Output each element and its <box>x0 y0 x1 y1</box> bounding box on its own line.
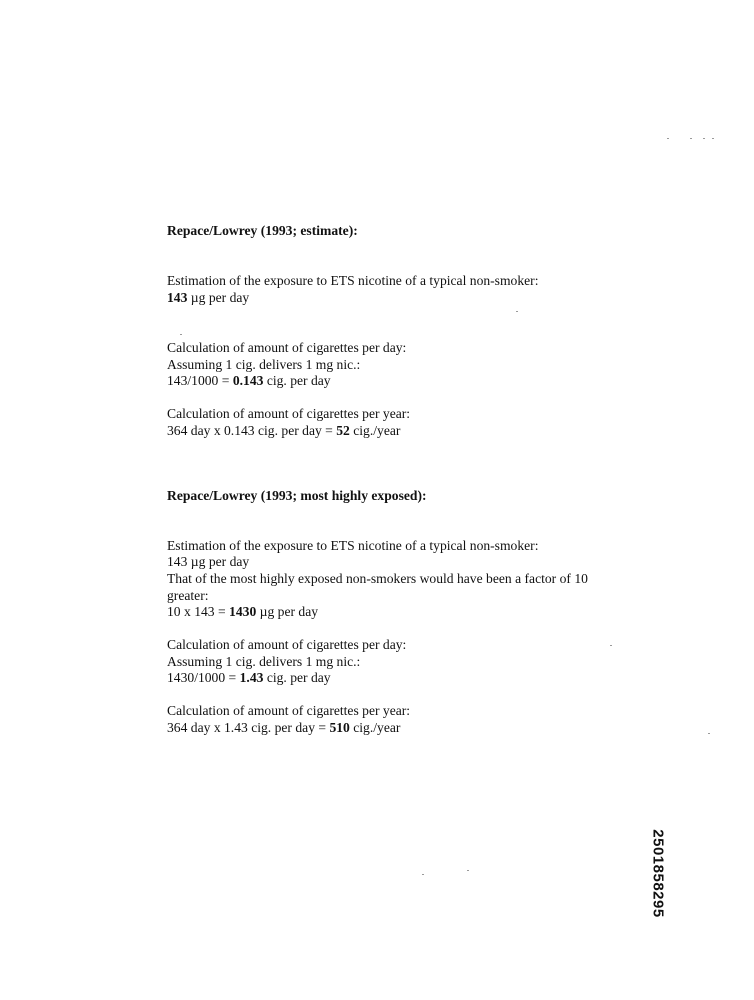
scan-speck <box>712 138 714 139</box>
section2-calc-day-assumption: Assuming 1 cig. delivers 1 mg nic.: <box>167 654 361 669</box>
section2-exposure-formula-line <box>167 603 318 620</box>
section1-exposure-value-line <box>167 289 249 306</box>
section1-exposure-line: Estimation of the exposure to ETS nicotine of a typical non-smoker: <box>167 273 539 288</box>
section1-calc-day-formula: 143/1000 = <box>167 373 233 388</box>
scan-speck <box>422 874 424 875</box>
section2-exposure-line1: Estimation of the exposure to ETS nicotine of a typical non-smoker: <box>167 538 539 553</box>
section2-calc-year-formula: 364 day x 1.43 cig. per day = <box>167 720 330 735</box>
section2-exposure-line4: greater: <box>167 588 209 603</box>
section1-calc-day-title: Calculation of amount of cigarettes per day: <box>167 340 407 355</box>
section1-calc-day-unit: cig. per day <box>263 373 331 388</box>
section2-calc-day-formula: 1430/1000 = <box>167 670 240 685</box>
section1-calc-year-title: Calculation of amount of cigarettes per year: <box>167 406 411 421</box>
section2-calc-year-result: 510 <box>329 720 350 735</box>
section2-exposure-line2: 143 µg per day <box>167 554 250 569</box>
section1-exposure-value: 143 <box>167 290 188 305</box>
scan-speck <box>708 733 710 734</box>
scan-speck <box>667 138 669 139</box>
scan-speck <box>180 334 182 335</box>
scan-speck <box>516 311 518 312</box>
section2-exposure-result: 1430 <box>229 604 257 619</box>
section1-calc-year-formula-line <box>167 422 400 439</box>
section1-calc-day-formula-line <box>167 372 331 389</box>
section1-calc-year-unit: cig./year <box>349 423 401 438</box>
section2-calc-day-unit: cig. per day <box>263 670 331 685</box>
scan-speck <box>467 870 469 871</box>
section2-exposure-line3: That of the most highly exposed non-smokers would have been a factor of 10 <box>167 571 588 586</box>
section1-calc-day-result: 0.143 <box>232 373 264 388</box>
section2-calc-day-title: Calculation of amount of cigarettes per day: <box>167 637 407 652</box>
scan-speck <box>703 138 705 139</box>
section2-heading: Repace/Lowrey (1993; most highly exposed): <box>167 488 427 503</box>
section2-exposure-unit: µg per day <box>256 604 319 619</box>
section1-heading: Repace/Lowrey (1993; estimate): <box>167 223 358 238</box>
section1-calc-year-result: 52 <box>336 423 350 438</box>
scan-speck <box>690 138 692 139</box>
document-number: 2501858295 <box>649 829 667 918</box>
section1-calc-day-assumption: Assuming 1 cig. delivers 1 mg nic.: <box>167 357 361 372</box>
section2-calc-day-formula-line <box>167 669 331 686</box>
section2-calc-year-title: Calculation of amount of cigarettes per year: <box>167 703 411 718</box>
section2-calc-year-unit: cig./year <box>349 720 401 735</box>
section2-calc-year-formula-line <box>167 719 400 736</box>
section2-calc-day-result: 1.43 <box>239 670 264 685</box>
section1-exposure-unit: µg per day <box>187 290 250 305</box>
section2-exposure-formula: 10 x 143 = <box>167 604 230 619</box>
scan-speck <box>610 645 612 646</box>
section1-calc-year-formula: 364 day x 0.143 cig. per day = <box>167 423 337 438</box>
